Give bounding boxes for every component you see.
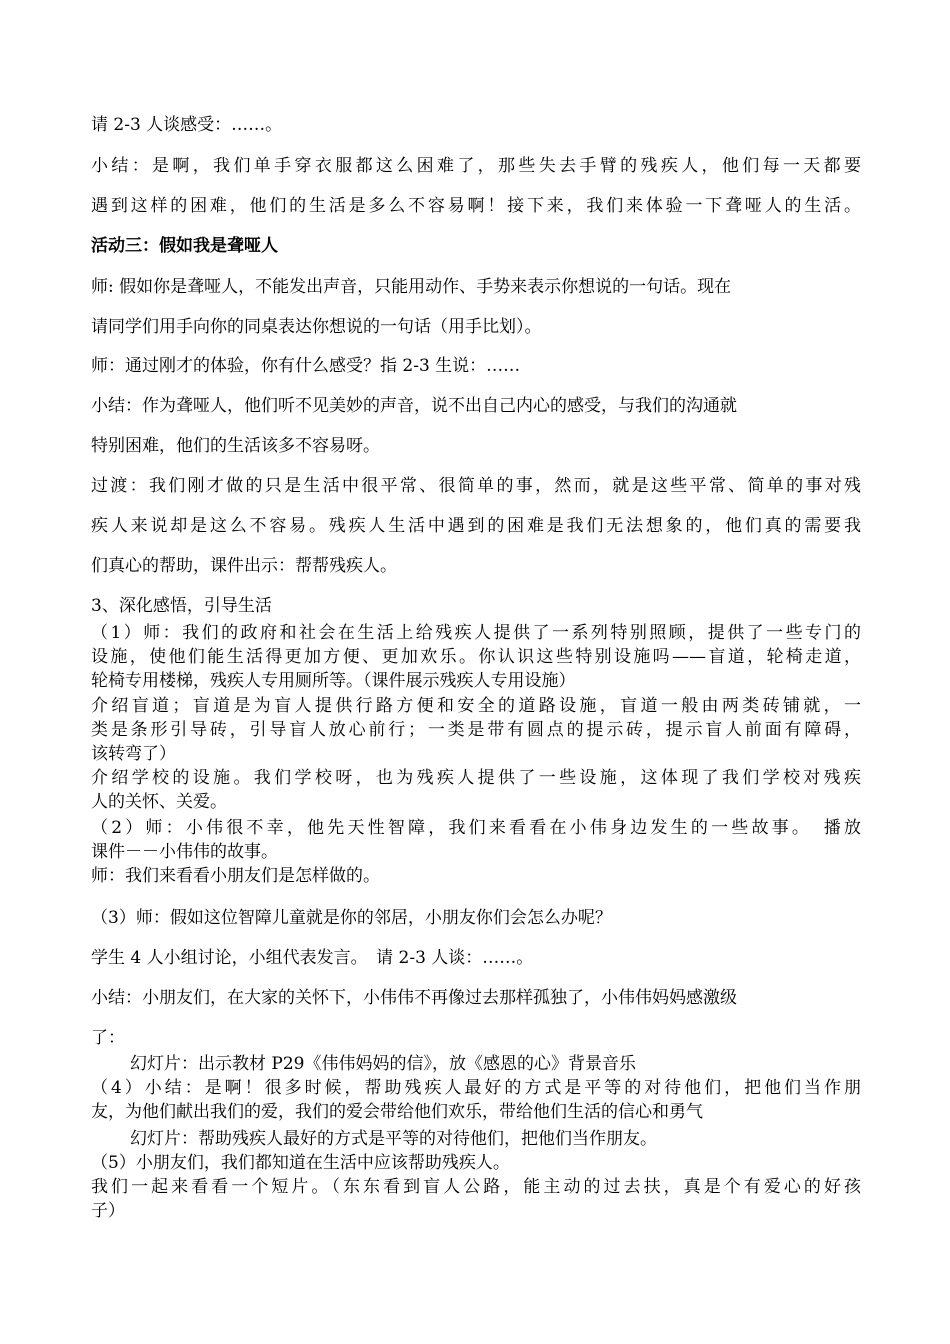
text-line: 师: 假如你是聋哑人，不能发出声音，只能用动作、手势来表示你想说的一句话。现在 <box>91 277 732 297</box>
text-line: 我们一起来看看一个短片。（东东看到盲人公路，能主动的过去扶，真是个有爱心的好孩 <box>91 1177 861 1197</box>
text-line: （1）师：我们的政府和社会在生活上给残疾人提供了一系列特别照顾，提供了一些专门的 <box>91 623 861 643</box>
text-line: 轮椅专用楼梯，残疾人专用厕所等。（课件展示残疾人专用设施） <box>91 671 576 691</box>
text-line: 们真心的帮助，课件出示：帮帮残疾人。 <box>91 556 397 576</box>
text-line: 遇到这样的困难，他们的生活是多么不容易啊！接下来，我们来体验一下聋哑人的生活。 <box>91 196 861 216</box>
text-line: 该转弯了） <box>91 744 176 764</box>
text-line: 介绍盲道；盲道是为盲人提供行路方便和安全的道路设施，盲道一般由两类砖铺就，一 <box>91 696 861 716</box>
text-line: 介绍学校的设施。我们学校呀，也为残疾人提供了一些设施，这体现了我们学校对残疾 <box>91 768 861 788</box>
text-line: 疾人来说却是这么不容易。残疾人生活中遇到的困难是我们无法想象的，他们真的需要我 <box>91 516 861 536</box>
section-heading: 活动三：假如我是聋哑人 <box>91 236 278 256</box>
text-line: （3）师：假如这位智障儿童就是你的邻居，小朋友你们会怎么办呢？ <box>91 908 612 928</box>
text-line: 子） <box>91 1201 125 1221</box>
text-line: 幻灯片：出示教材 P29《伟伟妈妈的信》，放《感恩的心》背景音乐 <box>130 1054 636 1074</box>
text-line: 类是条形引导砖，引导盲人放心前行；一类是带有圆点的提示砖，提示盲人前面有障碍， <box>91 720 861 740</box>
text-line: 幻灯片：帮助残疾人最好的方式是平等的对待他们，把他们当作朋友。 <box>130 1129 657 1149</box>
text-line: 人的关怀、关爱。 <box>91 792 227 812</box>
text-line: 小结：是啊，我们单手穿衣服都这么困难了，那些失去手臂的残疾人，他们每一天都要 <box>91 156 861 176</box>
text-line: 课件－－小伟伟的故事。 <box>91 842 278 862</box>
text-line: （5）小朋友们，我们都知道在生活中应该帮助残疾人。 <box>91 1153 510 1173</box>
section-heading: 3、深化感悟，引导生活 <box>91 596 272 616</box>
text-line: 小结：小朋友们，在大家的关怀下，小伟伟不再像过去那样孤独了，小伟伟妈妈感激级 <box>91 988 737 1008</box>
text-line: 学生 4 人小组讨论，小组代表发言。 请 2-3 人谈：……。 <box>91 948 534 968</box>
text-line: 了： <box>91 1028 125 1048</box>
text-line: 请 2-3 人谈感受：……。 <box>91 115 283 135</box>
text-line: （2）师：小伟很不幸，他先天性智障，我们来看看在小伟身边发生的一些故事。 播放 <box>91 818 861 838</box>
text-line: 过渡：我们刚才做的只是生活中很平常、很简单的事，然而，就是这些平常、简单的事对残 <box>91 476 861 496</box>
text-line: 友，为他们献出我们的爱，我们的爱会带给他们欢乐，带给他们生活的信心和勇气 <box>91 1102 703 1122</box>
text-line: （4）小结：是啊！很多时候，帮助残疾人最好的方式是平等的对待他们，把他们当作朋 <box>91 1078 861 1098</box>
text-line: 特别困难，他们的生活该多不容易呀。 <box>91 436 380 456</box>
text-line: 师：我们来看看小朋友们是怎样做的。 <box>91 866 380 886</box>
text-line: 设施，使他们能生活得更加方便、更加欢乐。你认识这些特别设施吗——盲道，轮椅走道， <box>91 647 861 667</box>
text-line: 小结：作为聋哑人，他们听不见美妙的声音，说不出自己内心的感受，与我们的沟通就 <box>91 396 737 416</box>
text-line: 师：通过刚才的体验，你有什么感受？指 2-3 生说：…… <box>91 356 521 376</box>
text-line: 请同学们用手向你的同桌表达你想说的一句话（用手比划）。 <box>91 317 542 337</box>
